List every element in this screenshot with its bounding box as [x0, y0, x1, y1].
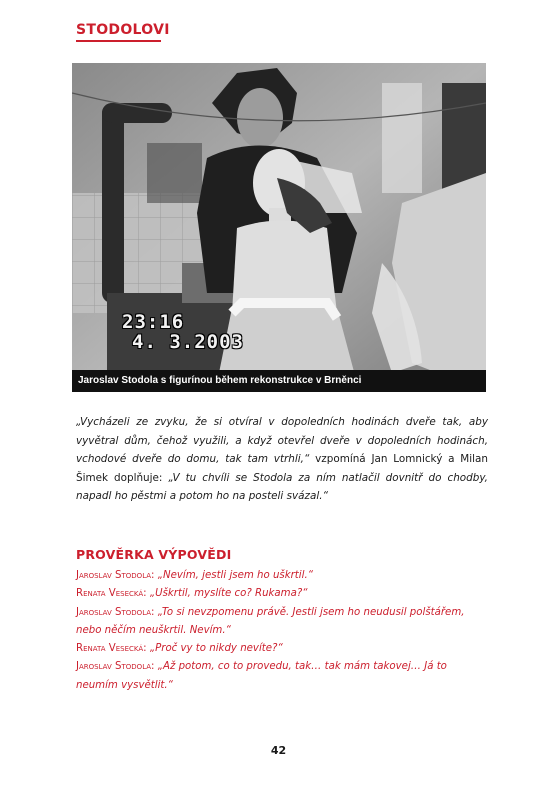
speaker-name: Jaroslav Stodola:	[76, 606, 155, 618]
video-timestamp-time: 23:16	[122, 311, 185, 333]
dialogue-line	[76, 604, 491, 641]
section-title: PROVĚRKA VÝPOVĚDI	[76, 547, 232, 562]
dialogue-line	[76, 585, 491, 603]
speech-text: „Uškrtil, myslíte co? Rukama?“	[149, 588, 308, 600]
speech-text: „Až potom, co to provedu, tak… tak mám takovej… Já to neumím vysvětlit.“	[76, 661, 447, 691]
quote-part-1: „Vycházeli ze zvyku, že si otvíral v dopoledních hodinách dveře tak, aby vyvětral dům, čehož využili, a když otevřel dveře v dopoledních hodinách, vchodové dveře do domu, tak tam vtrhli,“	[76, 416, 488, 465]
dialogue-line	[76, 658, 491, 695]
photo	[72, 63, 486, 392]
speaker-name: Jaroslav Stodola:	[76, 570, 155, 581]
speaker-name: Renata Vesecká:	[76, 588, 147, 600]
speaker-name: Jaroslav Stodola:	[76, 661, 155, 673]
dialogue-line	[76, 567, 491, 585]
dialogue	[76, 567, 491, 695]
speech-text: „Proč vy to nikdy nevíte?“	[149, 643, 283, 655]
page-number: 42	[270, 744, 287, 757]
chapter-header: STODOLOVI	[76, 22, 170, 38]
dialogue-line	[76, 640, 491, 658]
video-timestamp-date: 4. 3.2003	[132, 331, 244, 353]
speaker-name: Renata Vesecká:	[76, 643, 147, 655]
speech-text: „To si nevzpomenu právě. Jestli jsem ho neudusil polštářem, nebo něčím neuškrtil. Nevím.“	[76, 606, 465, 636]
photo-caption: Jaroslav Stodola s figurínou během rekonstrukce v Brněnci	[72, 370, 486, 392]
speech-text: „Nevím, jestli jsem ho uškrtil.“	[157, 570, 313, 581]
quote-attribution: vzpomíná Jan Lomnický a Milan Šimek doplňuje:	[76, 453, 488, 484]
quote-part-2: „V tu chvíli se Stodola za ním natlačil dovnitř do chodby, napadl ho pěstmi a potom ho na posteli svázal.“	[76, 471, 488, 502]
quote-paragraph	[76, 413, 488, 506]
header-underline	[76, 40, 161, 42]
